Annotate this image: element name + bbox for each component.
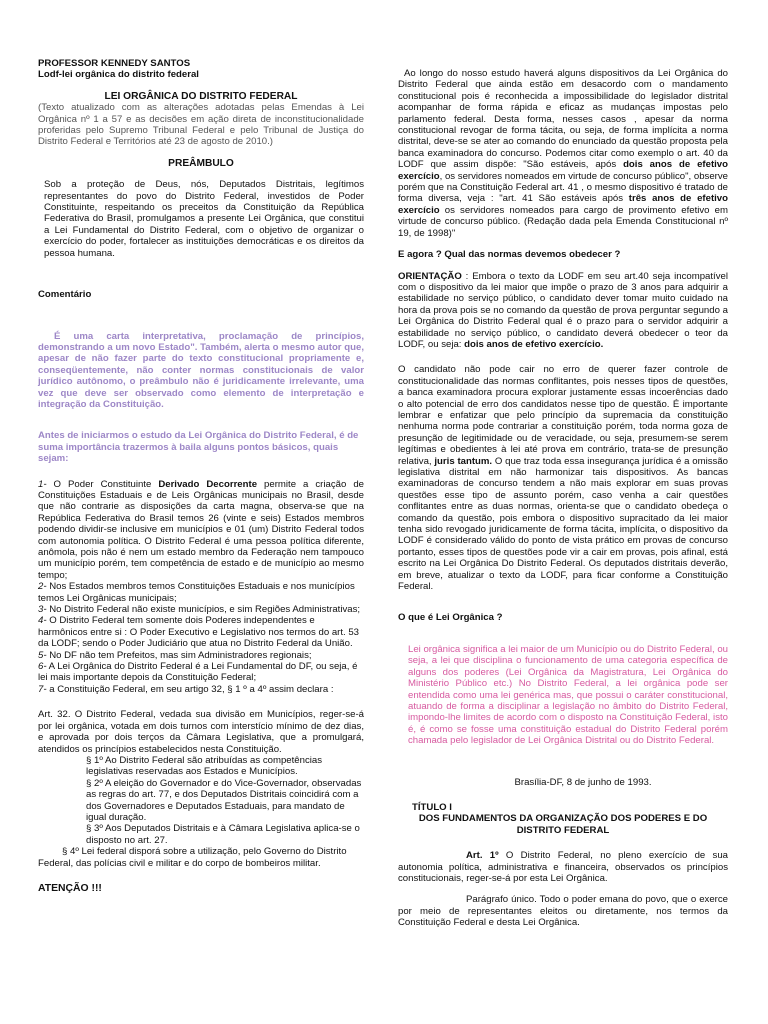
comment-text: É uma carta interpretativa, proclamação de princípios, demonstrando a um novo Estado". Também, alerta o mesmo autor que, apesar de não fazer parte do texto constitucional propriamente e, conseqüentemente, não conter normas constitucionais de valor jurídico autônomo, o preâmbulo não é juridicamente irrelevante, uma vez que deve ser observado como elemento de interpretação e integração da Constituição. <box>38 330 364 410</box>
signing-date: Brasília-DF, 8 de junho de 1993. <box>514 776 652 788</box>
intro-text: Antes de iniciarmos o estudo da Lei Orgânica do Distrito Federal, é de suma importância trazermos à baila alguns pontos básicos, quais sejam: <box>38 430 359 465</box>
attention-heading: ATENÇÃO !!! <box>38 882 102 894</box>
question-what-is-lo: O que é Lei Orgânica ? <box>398 612 503 624</box>
list-item: 7- a Constituição Federal, em seu artigo 32, § 1 º a 4º assim declara : <box>38 683 334 695</box>
list-item: 5- No DF não tem Prefeitos, mas sim Administradores regionais; <box>38 649 312 661</box>
question-which-norm: E agora ? Qual das normas devemos obedecer ? <box>398 249 621 261</box>
author-heading: PROFESSOR KENNEDY SANTOS <box>38 58 191 69</box>
intro-paragraph: Ao longo do nosso estudo haverá alguns dispositivos da Lei Orgânica do Distrito Federal que ainda estão em desacordo com o mandamento constitucional pois é reconhecida a impossibilidade do legislador distrital acompanhar de forma rápida e eficaz as mudanças impostas pelo parlamento federal. Desta forma, nesses casos , apesar da norma constitucional revogar de forma tácita, ou seja, de forma implícita a norma distrital, deve-se se ater ao comando do enunciado da questão proposta pela banca examinadora do concurso. Podemos citar como exemplo o art. 40 da LODF que assim dispõe: "São estáveis, após dois anos de efetivo exercício, os servidores nomeados em virtude de concurso público", observe porém que na Constituição Federal art. 41 , o mesmo dispositivo é tratado de forma diversa, veja : "art. 41 São estáveis após três anos de efetivo exercício os servidores nomeados para cargo de provimento efetivo em virtude de concurso público. (Redação dada pela Emenda Constitucional nº 19, de 1998)" <box>398 68 729 239</box>
law-title: LEI ORGÂNICA DO DISTRITO FEDERAL <box>104 90 298 102</box>
points-list <box>38 479 364 696</box>
title-number: TÍTULO I <box>412 801 452 813</box>
title-name: DOS FUNDAMENTOS DA ORGANIZAÇÃO DOS PODERES E DO DISTRITO FEDERAL <box>418 813 708 836</box>
preamble-heading: PREÂMBULO <box>168 157 234 169</box>
list-item: 4- O Distrito Federal tem somente dois Poderes independentes e harmônicos entre si : O Poder Executivo e Legislativo nos termos do art. 53 da LODF; sendo o Poder Judiciário que atua no Distrito Federal da União. <box>38 615 360 650</box>
paragraph-3: § 3º Aos Deputados Distritais e à Câmara Legislativa aplica-se o disposto no art. 27. <box>86 823 360 846</box>
candidate-paragraph: O candidato não pode cair no erro de querer fazer controle de constitucionalidade das normas conflitantes, pois nesses tipos de questões, a banca examinadora procura explorar justamente essas incoerências dado o alto potencial de erro dos candidatos nesse tipo de questão. É importante lembrar e enfatizar que pelo princípio da supremacia da constituição nenhuma norma pode contrariar a constituição porém, toda norma goza de presunção de legitimidade ou de veracidade, ou seja, presumem-se serem legítimas e obedientes à lei até prova em contrário, trata-se de presunção relativa, juris tantum. O que traz toda essa insegurança jurídica é a omissão legislativa distrital em não harmonizar tais dispositivos. As bancas examinadoras de concurso tendem a não mais explorar em suas provas questões esse tipo de assunto porém, caso venha a cair questões conflitantes entre as duas normas, orienta-se que o candidato obedeça o comando da questão, pois embora o dispositivo supracitado da lei maior tenha sido revogado juridicamente de forma tácita, implícita, o dispositivo da LODF é considerado válido do ponto de vista prático em provas de concurso portanto, esses tipos de questões pode vir a cair em provas, pois afinal, está escrito na Lei Orgânica Do Distrito Federal. Os deputados distritais deverão, em breve, atualizar o texto da LODF, para ficar conforme a Constituição Federal. <box>398 364 728 593</box>
sole-paragraph: Parágrafo único. Todo o poder emana do povo, que o exerce por meio de representantes eleitos ou diretamente, nos termos da Constituição Federal e desta Lei Orgânica. <box>398 894 728 929</box>
paragraph-1: § 1º Ao Distrito Federal são atribuídas as competências legislativas reservadas aos Estados e Municípios. <box>86 754 323 778</box>
orientation-paragraph: ORIENTAÇÃO : Embora o texto da LODF em seu art.40 seja incompatível com o dispositivo da lei maior que impõe o prazo de 3 anos para adquirir a estabilidade no serviço público, o candidato dever tomar muito cuidado na hora da prova pois se no comando da questão de prova perguntar segundo a Lei Orgânica do Distrito Federal qual é o prazo para o servidor adquirir a estabilidade no serviço público, o candidato deverá obedecer o teor da LODF, ou seja: dois anos de efetivo exercício. <box>398 270 728 350</box>
list-item: 6- A Lei Orgânica do Distrito Federal é a Lei Fundamental do DF, ou seja, é lei mais importante depois da Constituição Federal; <box>38 661 358 684</box>
preamble-text: Sob a proteção de Deus, nós, Deputados Distritais, legítimos representantes do povo do Distrito Federal, investidos de Poder Constituinte, respeitando os preceitos da Constituição da República Federativa do Brasil, promulgamos a presente Lei Orgânica, que constitui a Lei Fundamental do Distrito Federal, com o objetivo de organizar o exercício do poder, fortalecer as instituições democráticas e os direitos da pessoa humana. <box>44 179 364 259</box>
update-note: (Texto atualizado com as alterações adotadas pelas Emendas à Lei Orgânica nº 1 a 57 e as decisões em ação direta de inconstitucionalidade proferidas pelo Supremo Tribunal Federal e pelo Tribunal de Justiça do Distrito Federal e Territórios até 23 de agosto de 2010.) <box>38 102 364 148</box>
article-1: Art. 1º O Distrito Federal, no pleno exercício de sua autonomia política, administrativa e financeira, observados os princípios constitucionais, reger-se-á por esta Lei Orgânica. <box>398 850 728 884</box>
paragraph-2: § 2º A eleição do Governador e do Vice-Governador, observadas as regras do art. 77, e dos Deputados Distritais coincidirá com a dos Governadores e Deputados Estaduais, para mandato de igual duração. <box>86 777 362 823</box>
comment-heading: Comentário <box>38 289 92 301</box>
list-item: 3- No Distrito Federal não existe municípios, e sim Regiões Administrativas; <box>38 604 361 616</box>
art32-text: Art. 32. O Distrito Federal, vedada sua divisão em Municípios, reger-se-á por lei orgânica, votada em dois turnos com interstício mínimo de dez dias, e aprovada por dois terços da Câmara Legislativa, que a promulgará, atendidos os princípios estabelecidos nesta Constituição. <box>38 709 364 755</box>
definition-text: Lei orgânica significa a lei maior de um Município ou do Distrito Federal, ou seja, a lei que disciplina o funcionamento de uma categoria específica de alguns dos poderes (Lei Orgânica da Magistratura, Lei Orgânica do Ministério Público etc.) No Distrito Federal, a lei orgânica pode ser entendida como uma lei genérica mas, que possui o caráter constitucional, atuando de forma a disciplinar a legislação no âmbito do Distrito Federal, impondo-lhe limites de acordo com o disposto na Constituição Federal, isto é, é como se fosse uma constituição estadual do Distrito Federal porém chamada pelo legislador de Lei Orgânica Distrital ou do Distrito Federal. <box>408 643 728 747</box>
paragraph-4: § 4º Lei federal disporá sobre a utilização, pelo Governo do Distrito Federal, das polícias civil e militar e do corpo de bombeiros militar. <box>38 846 347 869</box>
list-item: 1- O Poder Constituinte Derivado Decorrente permite a criação de Constituições Estaduais e de Leis Orgânicas municipais no Brasil, desde que não contrarie as disposições da carta magna, observa-se que na República Federativa do Brasil temos 26 (vinte e seis) Estados membros podendo dividir-se inclusive em municípios e 01 (um) Distrito Federal todos com autonomia política. O Distrito Federal é uma pessoa política diferente, anômola, pois não é nem um estado membro da Federação nem tampouco um município porém, tem competência de estado e de município ao mesmo tempo; <box>38 478 364 581</box>
left-column <box>38 58 364 894</box>
document-subtitle: Lodf-lei orgânica do distrito federal <box>38 69 199 81</box>
right-column <box>398 68 728 929</box>
list-item: 2- Nos Estados membros temos Constituições Estaduais e nos municípios temos Lei Orgânicas municipais; <box>38 581 355 604</box>
